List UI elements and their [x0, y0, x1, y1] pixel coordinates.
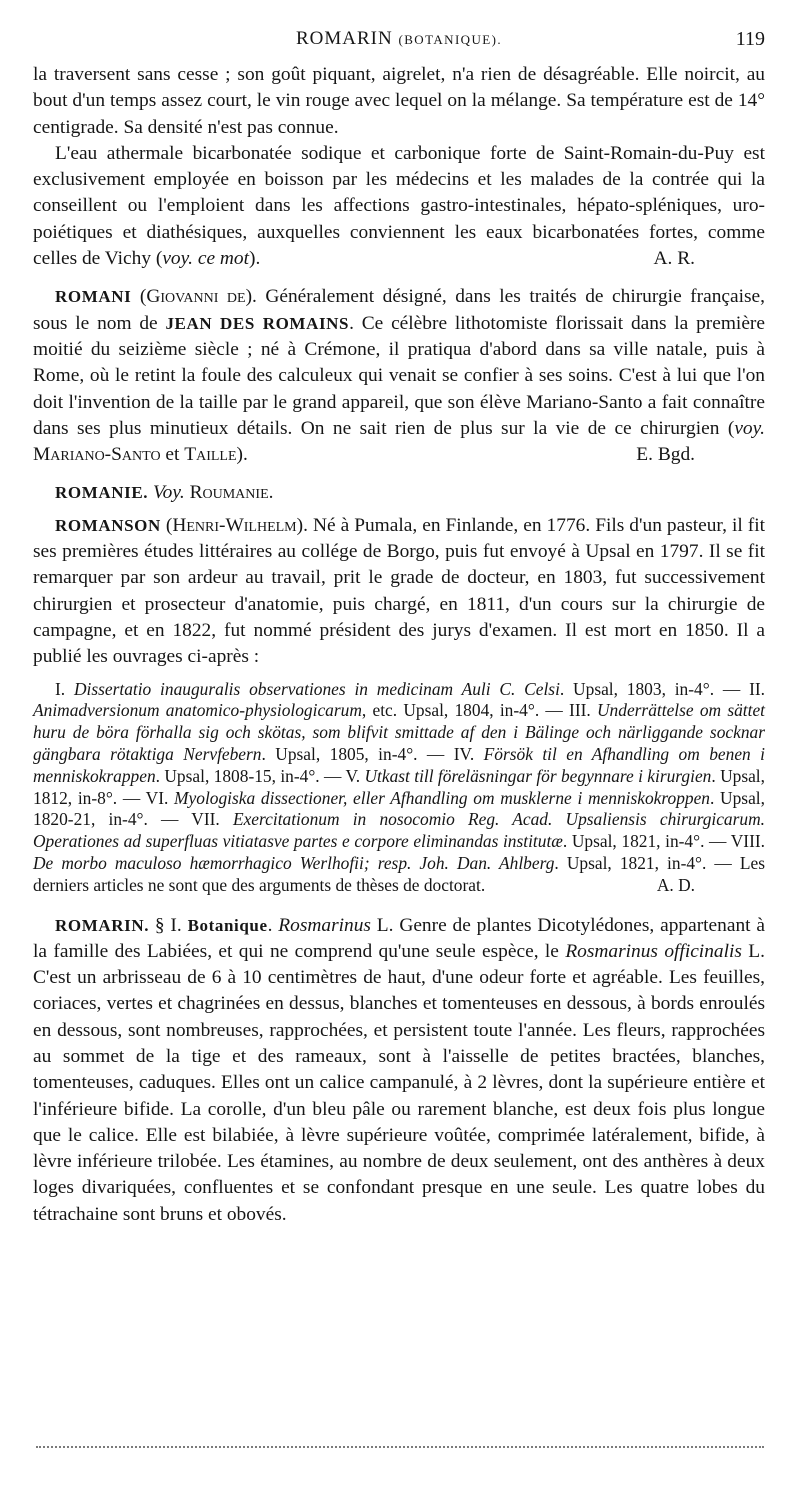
work-title: Myologiska dissectioner, eller Afhandling om musklerne i menniskokroppen	[174, 787, 710, 808]
cross-reference: voy. ce mot	[162, 248, 250, 270]
running-head-title: ROMARIN (BOTANIQUE).	[296, 28, 502, 49]
work-title: Dissertatio inauguralis observationes in medicinam Auli C. Celsi	[73, 678, 560, 699]
author-signature: E. Bgd.	[636, 444, 695, 466]
cross-reference: Taille	[184, 444, 237, 466]
running-head	[33, 28, 765, 62]
work-title: Utkast till föreläsningar för begynnare i kirurgien	[364, 765, 712, 786]
entry-headword: ROMARIN.	[55, 915, 150, 935]
bibliography-list: I. Dissertatio inauguralis observationes in medicinam Auli C. Celsi. Upsal, 1803, in-4°. — II. Animadversionum anatomico-physiologicarum, etc. Upsal, 1804, in-4°. — III. Underrättelse om sättet huru de böra förhalla sig och skötas, som blifvit smittade af den i Bälinge och närliggande socknar gängbara rötaktiga Nervfebern. Upsal, 1805, in-4°. — IV. Försök til en Afhandling om benen i menniskokrappen. Upsal, 1808-15, in-4°. — V. Utkast till föreläsningar för begynnare i kirurgien. Upsal, 1812, in-8°. — VI. Myologiska dissectioner, eller Afhandling om musklerne i menniskokroppen. Upsal, 1820-21, in-4°. — VII. Exercitationum in nosocomio Reg. Acad. Upsaliensis chirurgicarum. Operationes ad superfluas vitiatasve partes e corpore eliminandas institutæ. Upsal, 1821, in-4°. — VIII. De morbo maculoso hæmorrhagico Werlhofii; resp. Joh. Dan. Ahlberg. Upsal, 1821, in-4°. — Les derniers articles ne sont que des arguments de thèses de doctorat. A. D.	[33, 678, 766, 895]
cross-reference: Mariano-Santo	[33, 444, 161, 466]
intro-paragraph-1: la traversent sans cesse ; son goût piquant, aigrelet, n'a rien de désagréable. Elle noircit, au bout d'un temps assez court, le vin rouge avec lequel on la mélange. Sa température est de 14° centigrade. Sa densité n'est pas connue.	[33, 64, 765, 138]
running-head-subtitle: (BOTANIQUE).	[398, 32, 502, 47]
species-name: Rosmarinus officinalis	[565, 940, 742, 962]
work-title: Försök til en Afhandling om benen i menniskokrappen	[33, 743, 765, 786]
entry-romanson: ROMANSON (Henri-Wilhelm). Né à Pumala, en Finlande, en 1776. Fils d'un pasteur, il fit ses premières études littéraires au collége de Borgo, puis fut envoyé à Upsal en 1797. Il se fit remarquer par son ardeur au travail, prit le grade de docteur, en 1803, fut successivement chirurgien et prosecteur d'anatomie, puis chargé, en 1811, d'un cours sur la chirurgie de campagne, et en 1822, fut nommé président des jurys d'examen. Il est mort en 1850. Il a publié les ouvrages ci-après :	[33, 514, 765, 668]
page-number: 119	[735, 28, 765, 50]
entry-headword: ROMANSON	[55, 515, 161, 535]
section-title: Botanique	[187, 915, 268, 935]
dictionary-page	[33, 28, 765, 1228]
person-name: Henri-Wilhelm	[172, 514, 297, 536]
author-signature: A. R.	[653, 248, 695, 270]
entry-romanie: ROMANIE. Voy. Roumanie.	[55, 482, 274, 504]
author-signature: A. D.	[656, 874, 695, 895]
alias-name: JEAN DES ROMAINS	[165, 313, 350, 333]
person-name: Giovanni de	[146, 286, 246, 308]
entry-headword: ROMANI	[55, 287, 132, 307]
work-title: Exercitationum in nosocomio Reg. Acad. Upsaliensis chirurgicarum. Operationes ad superfluas vitiatasve partes e corpore eliminandas institutæ	[33, 809, 766, 852]
intro-paragraph-2: L'eau athermale bicarbonatée sodique et carbonique forte de Saint-Romain-du-Puy est exclusivement employée en boisson par les médecins et les malades de la contrée qui la conseillent ou l'emploient dans les affections gastro-intestinales, hépato-spléniques, uro-poiétiques et diathésiques, auxquelles conviennent les eaux bicarbonatées fortes, comme celles de Vichy (voy. ce mot). A. R.	[33, 141, 765, 272]
bottom-dotted-rule	[36, 1446, 764, 1448]
entry-headword: ROMANIE.	[55, 483, 149, 503]
entry-romarin: ROMARIN. § I. Botanique. Rosmarinus L. Genre de plantes Dicotylédones, appartenant à la famille des Labiées, et qui ne comprend qu'une seule espèce, le Rosmarinus officinalis L. C'est un arbrisseau de 6 à 10 centimètres de haut, d'une odeur forte et agréable. Les feuilles, coriaces, vertes et chagrinées en dessus, blanches et tomenteuses en dessous, à bords enroulés en dessous, sont nombreuses, rapprochées, et persistent toute l'année. Les fleurs, rapprochées au sommet de la tige et des rameaux, sont à l'aisselle de petites bractées, blanches, tomenteuses, caduques. Elles ont un calice campanulé, à 2 lèvres, dont la supérieure entière et l'inférieure bifide. La corolle, d'un bleu pâle ou rarement blanche, est deux fois plus longue que le calice. Elle est bilabiée, à lèvre supérieure voûtée, comprimée latéralement, bifide, à lèvre inférieure trilobée. Les étamines, au nombre de deux seulement, ont des anthères à deux loges divariquées, confluentes et se confondant presque en une seule. Les quatre lobes du tétrachaine sont bruns et obovés.	[33, 914, 765, 1225]
work-title: Underrättelse om sättet huru de böra förhalla sig och skötas, som blifvit smittade af den i Bälinge och närliggande socknar gängbara rötaktiga Nervfebern	[33, 700, 766, 764]
section-number: § I.	[149, 914, 188, 936]
genus-name: Rosmarinus	[278, 914, 371, 936]
entry-romani: ROMANI (Giovanni de). Généralement désigné, dans les traités de chirurgie française, sous le nom de JEAN DES ROMAINS. Ce célèbre lithotomiste florissait dans la première moitié du seizième siècle ; né à Crémone, il pratiqua d'abord dans sa ville natale, puis à Rome, où le retint la foule des calculeux qui venait se confier à ses soins. C'est à lui que l'on doit l'invention de la taille par le grand appareil, que son élève Mariano-Santo a fait connaître dans ses plus minutieux détails. On ne sait rien de plus sur la vie de ce chirurgien (voy. Mariano-Santo et Taille). E. Bgd.	[33, 284, 765, 468]
work-title: De morbo maculoso hæmorrhagico Werlhofii; resp. Joh. Dan. Ahlberg	[33, 852, 555, 873]
cross-reference: Roumanie	[184, 482, 269, 504]
work-title: Animadversionum anatomico-physiologicarum	[33, 700, 362, 721]
